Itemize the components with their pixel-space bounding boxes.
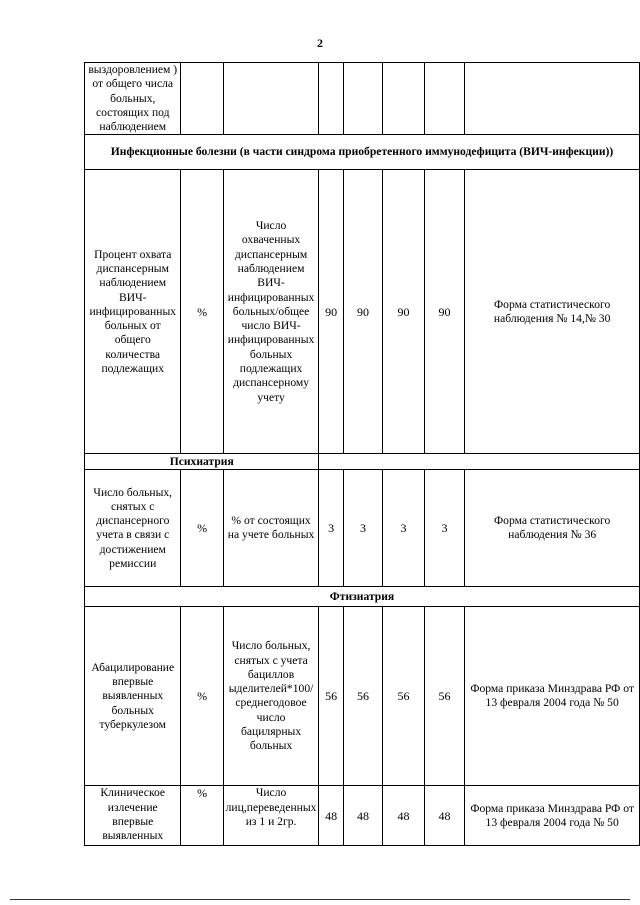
page-number: 2: [317, 36, 323, 50]
unit-cell: %: [181, 607, 223, 786]
page-edge-line: [10, 899, 630, 900]
table-row: [85, 170, 640, 454]
unit-cell: %: [181, 470, 223, 587]
value-cell: 90: [424, 170, 465, 454]
value-cell: 48: [383, 786, 424, 846]
section-row: [85, 135, 640, 170]
value-cell: 48: [319, 786, 343, 846]
source-cell: Форма статистического наблюдения № 14,№ 30: [465, 170, 640, 454]
table-row: [85, 63, 640, 135]
value-cell: 90: [319, 170, 343, 454]
unit-cell: %: [181, 170, 223, 454]
table-row: [85, 470, 640, 587]
value-cell: 56: [343, 607, 383, 786]
section-title: Психиатрия: [85, 454, 319, 470]
source-cell: Форма приказа Минздрава РФ от 13 февраля 2004 года № 50: [465, 786, 640, 846]
section-title: Фтизиатрия: [85, 587, 640, 607]
value-cell: 3: [343, 470, 383, 587]
value-cell: 90: [343, 170, 383, 454]
section-row: [85, 587, 640, 607]
value-cell: 48: [343, 786, 383, 846]
formula-cell: Число лиц,переведенных из 1 и 2гр.: [223, 786, 319, 846]
value-cell: 3: [383, 470, 424, 587]
value-cell: 48: [424, 786, 465, 846]
section-title: Инфекционные болезни (в части синдрома приобретенного иммунодефицита (ВИЧ-инфекции)): [85, 135, 640, 170]
value-cell: 56: [383, 607, 424, 786]
value-cell: 3: [319, 470, 343, 587]
section-row: [85, 454, 640, 470]
indicator-cell: Абацилирование впервые выявленных больных туберкулезом: [85, 607, 181, 786]
formula-cell: Число охваченных диспансерным наблюдением ВИЧ-инфицированных больных/общее число ВИЧ-инфицированных больных подлежащих диспансерному учету: [223, 170, 319, 454]
formula-cell: Число больных, снятых с учета бациллов ыделителей*100/среднегодовое число бацилярных больных: [223, 607, 319, 786]
value-cell: 3: [424, 470, 465, 587]
table-row: [85, 607, 640, 786]
table-row: [85, 786, 640, 846]
unit-cell: %: [181, 786, 223, 846]
indicator-cell: Клиническое излечение впервые выявленных: [85, 786, 181, 846]
indicator-cell: выздоровлением ) от общего числа больных, состоящих под наблюдением: [85, 63, 181, 135]
source-cell: Форма статистического наблюдения № 36: [465, 470, 640, 587]
formula-cell: % от состоящих на учете больных: [223, 470, 319, 587]
source-cell: Форма приказа Минздрава РФ от 13 февраля 2004 года № 50: [465, 607, 640, 786]
indicator-cell: Процент охвата диспансерным наблюдением ВИЧ-инфицированных больных от общего количества подлежащих: [85, 170, 181, 454]
indicators-table: [84, 62, 640, 846]
indicator-cell: Число больных, снятых с диспансерного учета в связи с достижением ремиссии: [85, 470, 181, 587]
value-cell: 90: [383, 170, 424, 454]
value-cell: 56: [319, 607, 343, 786]
value-cell: 56: [424, 607, 465, 786]
